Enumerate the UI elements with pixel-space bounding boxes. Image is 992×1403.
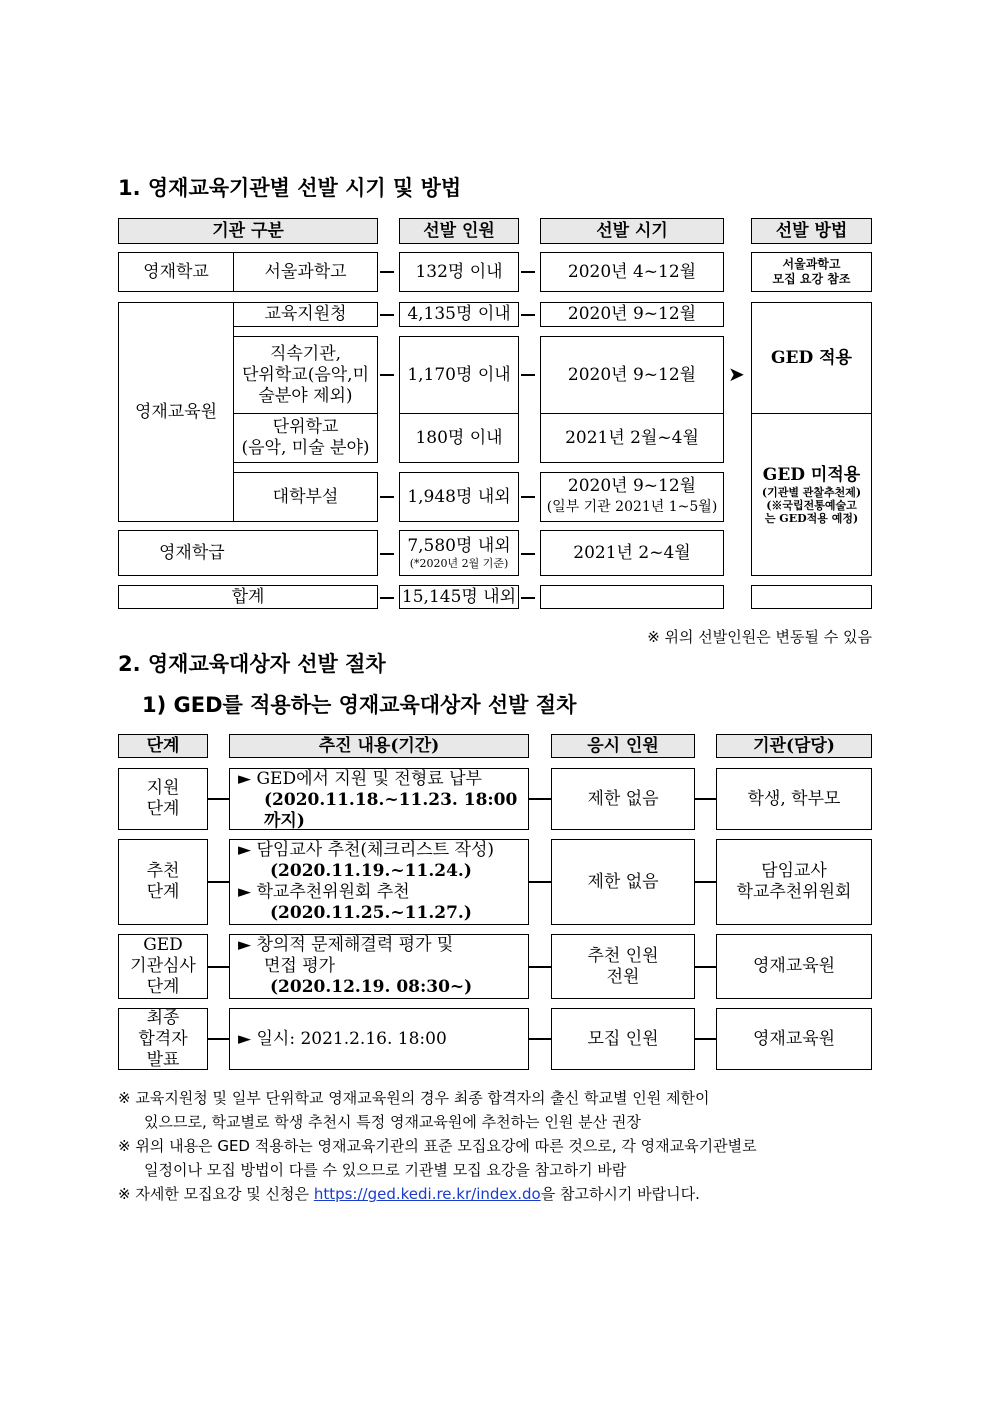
note-1-line1: ※ 교육지원청 및 일부 단위학교 영재교육원의 경우 최종 합격자의 출신 학교별 인원 제한이 [118,1089,710,1107]
center-category: 영재교육원 [118,302,234,522]
school-method [751,252,872,292]
univ-count: 1,948명 내외 [399,472,519,522]
ged-link[interactable]: https://ged.kedi.re.kr/index.do [313,1185,541,1203]
class-count [399,530,519,576]
stage-announce-line1: 최종 [146,1007,180,1028]
dash [521,374,535,376]
content-review [229,934,529,999]
header-org: 기관 구분 [118,218,378,244]
stage-review [118,934,208,999]
office-name: 교육지원청 [233,302,378,327]
school-method-line2: 모집 요강 참조 [772,272,851,286]
method-noged-line4: 는 GED적용 예정) [764,511,859,525]
connector [529,966,551,968]
school-method-line1: 서울과학고 [782,257,841,271]
stage-apply-line2: 단계 [146,799,180,819]
content-review-line2: 면접 평가 [264,956,336,976]
content-apply-line2: (2020.11.18.~11.23. 18:00까지) [264,790,518,831]
header-method: 선발 방법 [751,218,872,244]
stage-announce-line2: 합격자 [138,1028,188,1049]
stage-review-line2: 기관심사 [130,956,196,976]
content-recommend [229,839,529,925]
direct-name-line3: 술분야 제외) [258,385,353,406]
class-name: 영재학급 [118,530,378,576]
agency-apply: 학생, 학부모 [716,768,872,830]
content-announce: ► 일시: 2021.2.16. 18:00 [229,1008,529,1070]
school-name: 서울과학고 [233,252,378,292]
note-3 [118,1182,700,1206]
note-1-line2: 있으므로, 학교별로 학생 추천시 특정 영재교육원에 추천하는 인원 분산 권장 [144,1113,641,1131]
method-noged-line1: GED 미적용 [762,464,861,485]
school-count: 132명 이내 [399,252,519,292]
connector [529,798,551,800]
header-count: 선발 인원 [399,218,519,244]
connector [208,1038,229,1040]
section2-subtitle: 1) GED를 적용하는 영재교육대상자 선발 절차 [142,693,577,717]
dash [380,553,394,555]
total-count: 15,145명 내외 [399,585,519,609]
header-stage: 단계 [118,734,208,758]
dash [521,597,535,599]
applicant-apply: 제한 없음 [551,768,695,830]
note-2 [118,1134,757,1182]
connector [208,966,229,968]
agency-recommend-line2: 학교추천위원회 [736,882,852,902]
office-count: 4,135명 이내 [399,302,519,327]
art-period: 2021년 2월~4월 [540,413,724,463]
agency-recommend [716,839,872,925]
content-review-line1: ► 창의적 문제해결력 평가 및 [238,935,454,955]
agency-review: 영재교육원 [716,934,872,999]
applicant-announce: 모집 인원 [551,1008,695,1070]
content-apply-line1: ► GED에서 지원 및 전형료 납부 [238,769,482,789]
applicant-review-line1: 추천 인원 [587,945,659,966]
agency-recommend-line1: 담임교사 [761,861,827,881]
header-content: 추진 내용(기간) [229,734,529,758]
section1-note: ※ 위의 선발인원은 변동될 수 있음 [647,628,872,646]
art-name [233,413,378,463]
dash [380,374,394,376]
connector [208,798,229,800]
school-category: 영재학교 [118,252,234,292]
stage-review-line3: 단계 [146,977,180,997]
direct-name-line2: 단위학교(음악,미 [242,364,369,385]
connector [695,881,716,883]
dash [380,597,394,599]
connector [695,1038,716,1040]
stage-review-line1: GED [143,935,183,955]
content-recommend-line1: ► 담임교사 추천(체크리스트 작성) [238,840,495,860]
art-name-line1: 단위학교 [272,417,339,437]
univ-period-line2: (일부 기관 2021년 1~5월) [546,499,718,515]
dash [380,271,394,273]
note-1 [118,1086,709,1134]
univ-period-line1: 2020년 9~12월 [567,476,697,496]
content-review-line3: (2020.12.19. 08:30~) [270,977,473,997]
school-period: 2020년 4~12월 [540,252,724,292]
content-recommend-line2: (2020.11.19.~11.24.) [270,861,472,881]
stage-announce [118,1008,208,1070]
dash [380,496,394,498]
class-period: 2021년 2~4월 [540,530,724,576]
applicant-review-line2: 전원 [606,966,640,987]
section1-title: 1. 영재교육기관별 선발 시기 및 방법 [118,176,462,200]
office-period: 2020년 9~12월 [540,302,724,327]
stage-apply [118,768,208,830]
stage-recommend [118,839,208,925]
dash [521,271,535,273]
connector [208,881,229,883]
content-recommend-line3: ► 학교추천위원회 추천 [238,882,410,902]
art-count: 180명 이내 [399,413,519,463]
dash [521,314,535,316]
univ-period [540,472,724,522]
agency-announce: 영재교육원 [716,1008,872,1070]
note-2-line1: ※ 위의 내용은 GED 적용하는 영재교육기관의 표준 모집요강에 따른 것으로, 각 영재교육기관별로 [118,1137,757,1155]
stage-recommend-line1: 추천 [146,861,180,881]
connector [695,966,716,968]
arrow-icon: ➤ [728,362,745,386]
applicant-recommend: 제한 없음 [551,839,695,925]
method-noged-line2: (기관별 관찰추천제) [761,485,862,499]
content-recommend-line4: (2020.11.25.~11.27.) [270,903,472,923]
direct-count: 1,170명 이내 [399,336,519,414]
direct-name-line1: 직속기관, [269,343,342,364]
connector [529,1038,551,1040]
stage-apply-line1: 지원 [146,778,180,798]
connector [695,798,716,800]
note-3-suffix: 을 참고하시기 바랍니다. [540,1185,700,1203]
dash [521,553,535,555]
note-3-prefix: ※ 자세한 모집요강 및 신청은 [118,1185,314,1203]
method-noged-line3: (※국립전통예술고 [766,498,857,512]
content-apply [229,768,529,830]
dash [521,496,535,498]
class-count-line2: (*2020년 2월 기준) [409,557,509,570]
univ-name: 대학부설 [233,472,378,522]
stage-announce-line3: 발표 [146,1049,180,1070]
applicant-review [551,934,695,999]
direct-name [233,336,378,414]
total-period [540,585,724,609]
stage-recommend-line2: 단계 [146,882,180,902]
section2-title: 2. 영재교육대상자 선발 절차 [118,652,386,676]
connector [529,881,551,883]
header-agency: 기관(담당) [716,734,872,758]
dash [380,314,394,316]
method-ged: GED 적용 [751,302,872,414]
total-name: 합계 [118,585,378,609]
total-method [751,585,872,609]
note-2-line2: 일정이나 모집 방법이 다를 수 있으므로 기관별 모집 요강을 참고하기 바람 [144,1161,627,1179]
class-count-line1: 7,580명 내외 [407,536,511,556]
art-name-line2: (음악, 미술 분야) [241,438,370,458]
direct-period: 2020년 9~12월 [540,336,724,414]
method-noged [751,413,872,576]
header-applicant: 응시 인원 [551,734,695,758]
header-period: 선발 시기 [540,218,724,244]
